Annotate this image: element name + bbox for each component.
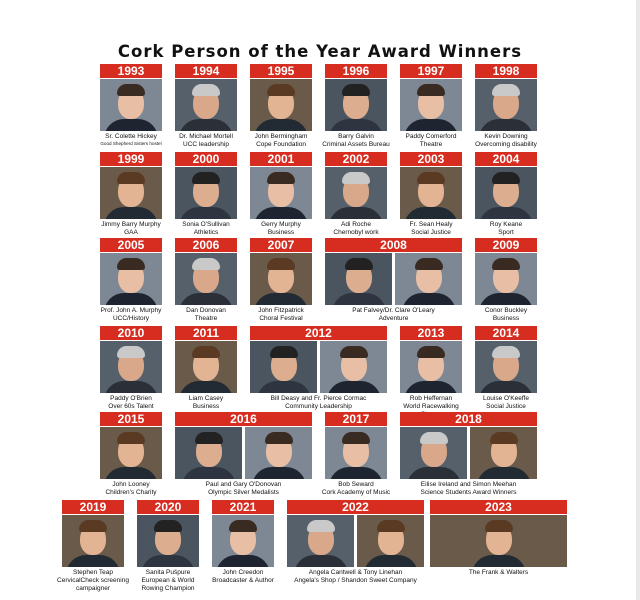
winner-card	[287, 500, 424, 586]
winner-description: Social Justice	[411, 229, 451, 236]
portrait-photo	[475, 79, 537, 131]
portrait-photo	[100, 79, 162, 131]
winner-card	[175, 152, 237, 238]
year-label: 2002	[325, 152, 387, 166]
year-label: 2009	[475, 238, 537, 252]
winner-card	[175, 412, 312, 498]
winner-caption	[469, 221, 543, 237]
year-label: 2004	[475, 152, 537, 166]
winner-caption	[244, 307, 318, 323]
year-label: 2019	[62, 500, 124, 514]
winner-caption	[169, 307, 243, 323]
winner-description: World Racewalking	[403, 403, 459, 410]
portrait-photo	[325, 79, 387, 131]
portrait-photo	[137, 515, 199, 567]
portrait-photo	[175, 427, 242, 479]
winner-name: John Bermingham	[254, 133, 308, 140]
year-label: 2011	[175, 326, 237, 340]
year-label: 2008	[325, 238, 462, 252]
winner-name: John Fitzpatrick	[258, 307, 304, 314]
winner-name: Prof. John A. Murphy	[100, 307, 162, 314]
winner-name: Bill Deasy and Fr. Pierce Cormac	[270, 395, 367, 402]
winner-name: The Frank & Walters	[468, 569, 529, 576]
winner-caption	[394, 221, 468, 237]
portrait-group	[475, 253, 537, 305]
winner-card	[100, 64, 162, 150]
winner-card	[137, 500, 199, 592]
right-frame-edge	[636, 0, 640, 600]
winner-description: Sport	[498, 229, 514, 236]
winner-name: Sanita Pušpure	[145, 569, 191, 576]
portrait-group	[475, 341, 537, 393]
winner-caption	[281, 569, 430, 585]
portrait-photo	[100, 253, 162, 305]
winner-description: UCC leadership	[183, 141, 229, 148]
winner-caption	[169, 133, 243, 149]
winner-caption	[94, 481, 168, 497]
winner-card	[475, 64, 537, 150]
portrait-photo	[100, 167, 162, 219]
winner-description: Business	[192, 403, 220, 410]
year-label: 2021	[212, 500, 274, 514]
winner-description: GAA	[124, 229, 138, 236]
winner-name: Pat Falvey/Dr. Clare O'Leary	[352, 307, 435, 314]
winner-name: Bob Seward	[338, 481, 374, 488]
winner-card	[321, 412, 391, 498]
winner-name: Barry Galvin	[338, 133, 374, 140]
portrait-group	[250, 253, 312, 305]
portrait-group	[400, 167, 462, 219]
winner-description: Athletics	[193, 229, 219, 236]
winner-name: Angela Cantwell & Tony Linehan	[308, 569, 403, 576]
portrait-group	[475, 167, 537, 219]
winner-description: Angela's Shop / Shandon Sweet Company	[294, 577, 417, 584]
year-label: 2017	[325, 412, 387, 426]
portrait-photo	[395, 253, 462, 305]
winner-description: Adventure	[378, 315, 409, 322]
winner-description: Children's Charity	[105, 489, 157, 496]
winner-description: UCC/History	[112, 315, 150, 322]
winner-name: Jimmy Barry Murphy	[101, 221, 161, 228]
winner-description: Community Leadership	[285, 403, 352, 410]
winner-card	[100, 412, 162, 498]
portrait-photo	[250, 253, 312, 305]
winner-name: Dan Donovan	[186, 307, 226, 314]
winner-caption	[94, 307, 168, 323]
winner-caption	[469, 307, 543, 323]
winner-description: Good Shepherd Sisters hostel	[100, 141, 162, 146]
portrait-photo	[400, 427, 467, 479]
winner-caption	[94, 221, 168, 237]
winner-card	[400, 152, 462, 238]
winner-description: Science Students Award Winners	[420, 489, 517, 496]
winner-name: Paddy O'Brien	[110, 395, 152, 402]
winner-card	[175, 238, 237, 324]
year-label: 1999	[100, 152, 162, 166]
winner-card	[100, 238, 162, 324]
portrait-group	[287, 515, 424, 567]
portrait-photo	[400, 167, 462, 219]
winner-description: Criminal Assets Bureau	[322, 141, 390, 148]
year-label: 2001	[250, 152, 312, 166]
winner-caption	[394, 133, 468, 149]
portrait-group	[100, 341, 162, 393]
portrait-photo	[475, 253, 537, 305]
portrait-photo	[287, 515, 354, 567]
portrait-photo	[245, 427, 312, 479]
winner-card	[475, 326, 537, 412]
year-label: 2003	[400, 152, 462, 166]
portrait-group	[100, 427, 162, 479]
year-label: 2012	[250, 326, 387, 340]
portrait-group	[175, 341, 237, 393]
winner-card	[175, 326, 237, 412]
winner-name: Sonia O'Sullivan	[182, 221, 230, 228]
portrait-group	[100, 253, 162, 305]
year-label: 2022	[287, 500, 424, 514]
winner-description: Broadcaster & Author	[212, 577, 274, 584]
winner-caption	[94, 133, 168, 147]
winner-description: Olympic Silver Medalists	[208, 489, 279, 496]
year-label: 2020	[137, 500, 199, 514]
portrait-photo	[62, 515, 124, 567]
year-label: 2007	[250, 238, 312, 252]
winner-description: Cope Foundation	[256, 141, 306, 148]
portrait-group	[212, 515, 274, 567]
portrait-photo	[212, 515, 274, 567]
winner-caption	[319, 307, 468, 323]
year-label: 1996	[325, 64, 387, 78]
winner-card	[175, 64, 237, 150]
winner-card	[250, 64, 312, 150]
portrait-photo	[175, 341, 237, 393]
year-label: 2018	[400, 412, 537, 426]
winner-name: Louise O'Keeffe	[483, 395, 529, 402]
portrait-group	[400, 427, 537, 479]
portrait-photo	[320, 341, 387, 393]
winner-card	[400, 412, 537, 498]
portrait-photo	[470, 427, 537, 479]
winner-name: Adi Roche	[341, 221, 371, 228]
winner-name: John Creedon	[222, 569, 264, 576]
winner-description: Social Justice	[486, 403, 526, 410]
winner-name: Paddy Comerford	[405, 133, 457, 140]
winner-caption	[131, 569, 205, 593]
year-label: 2000	[175, 152, 237, 166]
winner-caption	[424, 569, 573, 577]
portrait-group	[250, 167, 312, 219]
winner-caption	[169, 395, 243, 411]
year-label: 1995	[250, 64, 312, 78]
winner-caption	[394, 481, 543, 497]
winner-description: Chernobyl work	[333, 229, 379, 236]
year-label: 2013	[400, 326, 462, 340]
winner-card	[322, 64, 390, 150]
winner-caption	[94, 395, 168, 411]
winner-name: Rob Heffernan	[409, 395, 453, 402]
winner-card	[100, 326, 162, 412]
winner-name: Liam Casey	[188, 395, 224, 402]
portrait-group	[400, 341, 462, 393]
portrait-photo	[250, 79, 312, 131]
portrait-group	[430, 515, 567, 567]
winner-card	[250, 152, 312, 238]
portrait-group	[400, 79, 462, 131]
page-title: Cork Person of the Year Award Winners	[117, 42, 523, 61]
winner-caption	[244, 133, 318, 149]
winner-caption	[319, 133, 393, 149]
year-label: 1994	[175, 64, 237, 78]
winner-caption	[169, 481, 318, 497]
portrait-photo	[400, 79, 462, 131]
winner-description: Over 60s Talent	[108, 403, 154, 410]
portrait-group	[137, 515, 199, 567]
winner-card	[250, 238, 312, 324]
portrait-photo	[175, 167, 237, 219]
year-label: 2005	[100, 238, 162, 252]
portrait-group	[325, 79, 387, 131]
winner-name: Sr. Colette Hickey	[105, 133, 157, 140]
winner-card	[475, 152, 537, 238]
winner-name: Stephen Teap	[73, 569, 113, 576]
winner-caption	[319, 221, 393, 237]
winner-name: Gerry Murphy	[261, 221, 301, 228]
year-label: 1997	[400, 64, 462, 78]
portrait-photo	[250, 167, 312, 219]
winner-caption	[206, 569, 280, 585]
winner-name: Conor Buckley	[484, 307, 528, 314]
portrait-group	[175, 167, 237, 219]
winner-card	[212, 500, 274, 586]
portrait-group	[62, 515, 124, 567]
portrait-photo	[400, 341, 462, 393]
portrait-group	[175, 427, 312, 479]
portrait-group	[250, 79, 312, 131]
winner-caption	[244, 221, 318, 237]
winner-description: Choral Festival	[259, 315, 303, 322]
portrait-photo	[325, 427, 387, 479]
portrait-group	[175, 253, 237, 305]
winner-name: Dr. Michael Mortell	[179, 133, 233, 140]
winner-description: Business	[267, 229, 295, 236]
winner-caption	[169, 221, 243, 237]
portrait-photo	[100, 427, 162, 479]
portrait-photo	[175, 79, 237, 131]
winner-caption	[469, 133, 543, 149]
year-label: 2014	[475, 326, 537, 340]
winner-description: CervicalCheck screening campaigner	[57, 577, 129, 592]
winner-description: Business	[492, 315, 520, 322]
portrait-group	[325, 253, 462, 305]
portrait-group	[100, 167, 162, 219]
year-label: 1998	[475, 64, 537, 78]
winner-description: Theatre	[419, 141, 443, 148]
portrait-photo	[100, 341, 162, 393]
year-label: 2023	[430, 500, 567, 514]
winner-card	[57, 500, 129, 592]
portrait-group	[325, 167, 387, 219]
year-label: 2010	[100, 326, 162, 340]
winner-description: European & World Rowing Champion	[141, 577, 195, 592]
year-label: 2016	[175, 412, 312, 426]
winner-name: Kevin Downing	[484, 133, 528, 140]
winner-caption	[319, 481, 393, 497]
winner-card	[100, 152, 162, 238]
portrait-group	[325, 427, 387, 479]
winner-description: Theatre	[194, 315, 218, 322]
portrait-photo	[325, 167, 387, 219]
winner-card	[400, 326, 462, 412]
portrait-photo	[325, 253, 392, 305]
winner-card	[250, 326, 387, 412]
winner-caption	[56, 569, 130, 593]
portrait-group	[175, 79, 237, 131]
winner-card	[400, 64, 462, 150]
winner-name: John Looney	[112, 481, 150, 488]
winner-name: Eilise Ireland and Simon Meehan	[420, 481, 517, 488]
winner-card	[325, 152, 387, 238]
portrait-photo	[430, 515, 567, 567]
winner-caption	[244, 395, 393, 411]
winner-card	[475, 238, 537, 324]
year-label: 2006	[175, 238, 237, 252]
portrait-group	[100, 79, 162, 131]
winner-description: Cork Academy of Music	[321, 489, 391, 496]
winner-name: Fr. Sean Healy	[409, 221, 453, 228]
portrait-photo	[475, 341, 537, 393]
year-label: 1993	[100, 64, 162, 78]
portrait-photo	[475, 167, 537, 219]
winner-name: Roy Keane	[489, 221, 523, 228]
portrait-group	[475, 79, 537, 131]
year-label: 2015	[100, 412, 162, 426]
winner-caption	[469, 395, 543, 411]
winner-card	[325, 238, 462, 324]
portrait-photo	[175, 253, 237, 305]
portrait-group	[250, 341, 387, 393]
winner-card	[430, 500, 567, 586]
winner-name: Paul and Gary O'Donovan	[205, 481, 282, 488]
winner-description: Overcoming disability	[475, 141, 537, 148]
portrait-photo	[357, 515, 424, 567]
portrait-photo	[250, 341, 317, 393]
